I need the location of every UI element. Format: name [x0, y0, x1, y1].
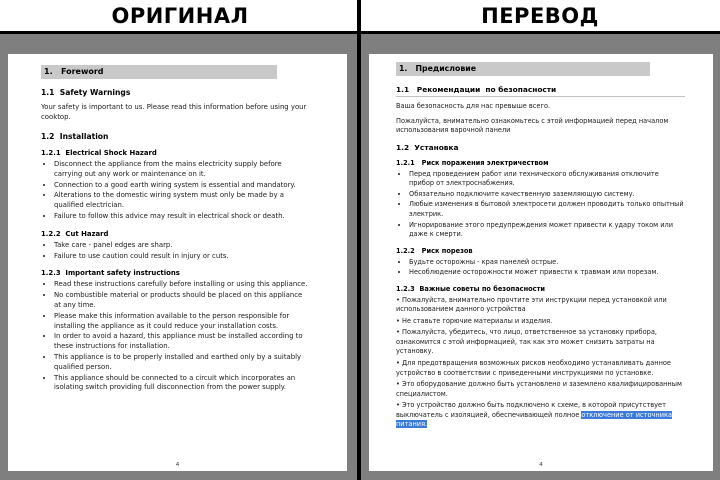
bullet-item: • Это оборудование должно быть установлено и заземлено квалифицированным специалистом. — [396, 380, 682, 398]
paragraph-safety-intro-ru-1: Ваша безопасность для нас превыше всего. — [396, 102, 551, 111]
selected-text: отключение от источника питания. — [396, 410, 673, 429]
heading-safety-recommendations-ru: 1.1 Рекомендации по безопасности — [396, 85, 685, 97]
page-number: 4 — [175, 462, 180, 468]
bullet-item: • Будьте осторожны - края панелей острые. — [409, 258, 685, 268]
important-safety-bullet-list — [41, 280, 309, 393]
heading-electrical-shock-hazard: 1.2.1 Electrical Shock Hazard — [41, 148, 157, 157]
bullet-item: • This appliance is to be properly installed and earthed only by a suitably qualified person. — [54, 353, 309, 373]
bullet-item: • Take care - panel edges are sharp. — [54, 241, 309, 251]
bullet-item: • Read these instructions carefully before installing or using this appliance. — [54, 280, 309, 290]
heading-electrical-shock-hazard-ru: 1.2.1 Риск поражения электричеством — [396, 158, 549, 167]
original-pane — [0, 34, 360, 480]
section-heading-foreword: 1. Foreword — [41, 65, 277, 79]
heading-cut-hazard-ru: 1.2.2 Риск порезов — [396, 246, 473, 255]
bullet-item: • Failure to use caution could result in injury or cuts. — [54, 252, 309, 262]
paragraph-safety-intro-ru-2: Пожалуйста, внимательно ознакомьтесь с этой информацией перед началом использования варочной панели — [396, 116, 669, 135]
bullet-item: • Перед проведением работ или технического обслуживания отключите прибор от электроснабжения. — [409, 170, 685, 189]
translation-column-title: ПЕРЕВОД — [481, 3, 599, 28]
electrical-shock-bullet-list — [41, 160, 309, 222]
bullet-item: • Пожалуйста, убедитесь, что лицо, ответственное за установку прибора, ознакомится с этой информацией, так как это может снизить затраты на установку. — [396, 328, 657, 356]
heading-important-safety-instructions: 1.2.3 Important safety instructions — [41, 269, 180, 278]
bullet-item — [396, 401, 685, 430]
bullet-item: • Disconnect the appliance from the mains electricity supply before carrying out any work or maintenance on it. — [54, 160, 309, 180]
translation-pane — [360, 34, 720, 480]
cut-hazard-bullet-list-ru — [396, 258, 685, 278]
heading-cut-hazard: 1.2.2 Cut Hazard — [41, 229, 109, 238]
vertical-divider — [357, 0, 361, 480]
heading-installation-ru: 1.2 Установка — [396, 142, 459, 152]
bullet-item: • This appliance should be connected to a circuit which incorporates an isolating switch providing full disconnection from the power supply. — [54, 374, 309, 394]
bullet-text: • Это устройство должно быть подключено к схеме, в которой присутствует выключатель с изоляцией, обеспечивающей полное — [396, 401, 666, 419]
paragraph-safety-intro: Your safety is important to us. Please read this information before using your cooktop. — [41, 103, 307, 122]
heading-installation: 1.2 Installation — [41, 131, 109, 141]
bullet-item: • In order to avoid a hazard, this appliance must be installed according to these instructions for installation. — [54, 332, 309, 352]
bullet-item: • Failure to follow this advice may result in electrical shock or death. — [54, 212, 309, 222]
bullet-item: • Alterations to the domestic wiring system must only be made by a qualified electrician. — [54, 191, 309, 211]
bullet-item: • Please make this information available to the person responsible for installing the appliance as it could reduce your installation costs. — [54, 312, 309, 332]
original-page — [8, 54, 347, 471]
bullet-item: • No combustible material or products should be placed on this appliance at any time. — [54, 291, 309, 311]
original-column-title: ОРИГИНАЛ — [111, 3, 249, 28]
bullet-item: • Не ставьте горючие материалы и изделия. — [396, 316, 553, 325]
translation-page — [369, 54, 713, 471]
bullet-item: • Для предотвращения возможных рисков необходимо устанавливать данное устройство в соответствии с приведенными инструкциями по установке. — [396, 358, 671, 377]
bullet-item: • Connection to a good earth wiring system is essential and mandatory. — [54, 181, 309, 191]
bullet-item: • Любые изменения в бытовой электросети должен проводить только опытный электрик. — [409, 200, 685, 219]
bullet-item: • Обязательно подключите качественную заземляющую систему. — [409, 190, 685, 200]
electrical-shock-bullet-list-ru — [396, 170, 685, 240]
bullet-item: • Пожалуйста, внимательно прочтите эти инструкции перед установкой или использованием данного устройства — [396, 295, 667, 314]
heading-important-safety-instructions-ru: 1.2.3 Важные советы по безопасности — [396, 284, 546, 293]
bullet-item: • Несоблюдение осторожности может привести к травмам или порезам. — [409, 268, 685, 278]
page-number: 4 — [539, 462, 543, 468]
bullet-item: • Игнорирование этого предупреждения может привести к удару током или даже к смерти. — [409, 221, 685, 240]
heading-safety-warnings: 1.1 Safety Warnings — [41, 88, 131, 98]
section-heading-foreword-ru: 1. Предисловие — [396, 62, 650, 76]
cut-hazard-bullet-list — [41, 241, 309, 262]
